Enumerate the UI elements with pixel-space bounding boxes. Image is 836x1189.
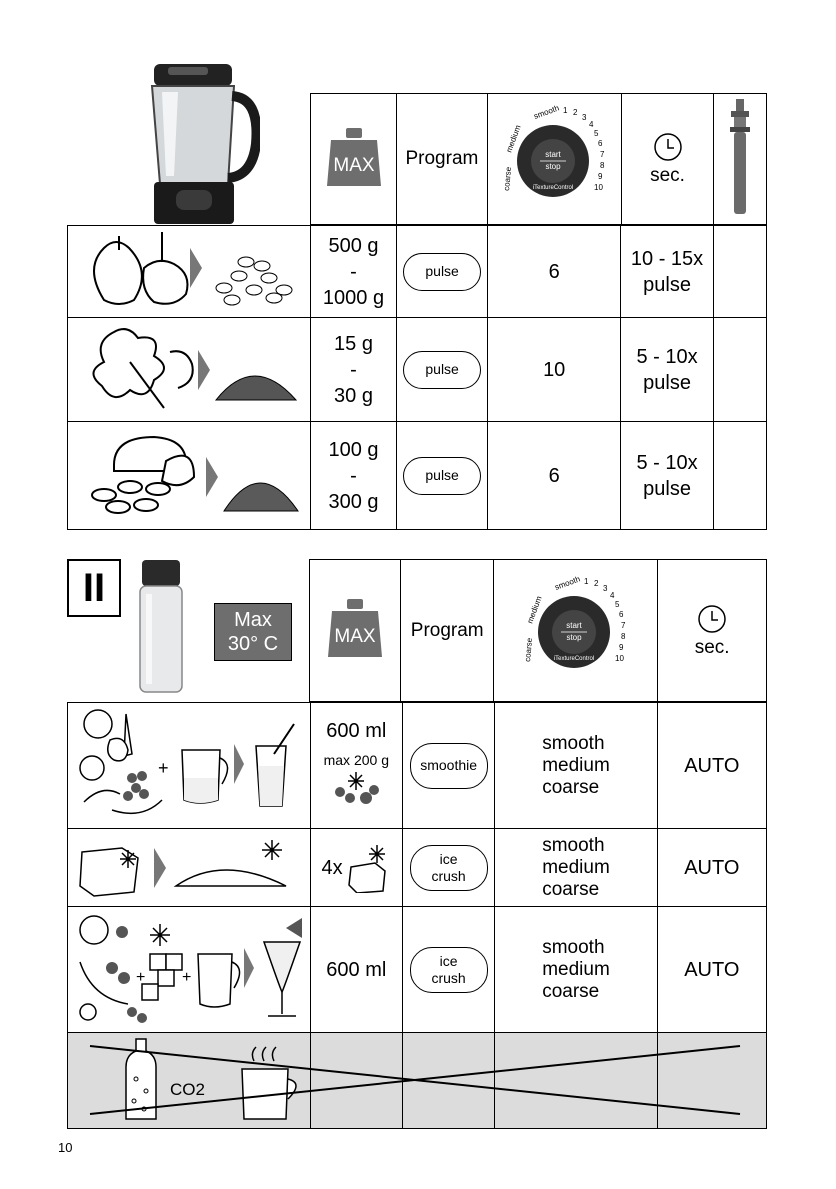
svg-text:10: 10 <box>593 182 603 192</box>
section2-header <box>309 559 767 702</box>
svg-text:iTextureControl: iTextureControl <box>553 656 594 662</box>
time-value: 10 - 15x <box>630 247 704 270</box>
table-row: 15 g - 30 g pulse 10 5 - 10x pulse <box>68 318 767 422</box>
texture-control-dial <box>493 95 617 219</box>
texture-control-dial <box>514 566 638 690</box>
max-temperature-label: Max 30° C <box>214 603 292 661</box>
svg-text:+: + <box>181 969 192 986</box>
quantity: 100 g <box>328 438 379 461</box>
svg-text:coarse: coarse <box>501 165 513 191</box>
svg-text:stop: stop <box>566 633 582 642</box>
section1-header <box>310 93 767 225</box>
svg-text:1: 1 <box>562 105 567 115</box>
time-value: 5 - 10x <box>636 451 698 474</box>
svg-text:6: 6 <box>597 138 602 148</box>
svg-text:smooth: smooth <box>532 102 560 121</box>
max-label: MAX <box>332 154 375 176</box>
svg-text:start: start <box>565 621 582 630</box>
ice-cube-icon <box>347 843 391 893</box>
ice-crush-program-icon: ice crush <box>410 947 488 993</box>
svg-text:8: 8 <box>599 160 604 170</box>
svg-text:smooth: smooth <box>553 574 581 592</box>
svg-text:+: + <box>135 969 146 986</box>
smoothie-bottle-image <box>136 560 186 696</box>
tamper-icon <box>725 97 755 217</box>
frozen-drink-image <box>72 908 306 1026</box>
table-row: 100 g - 300 g pulse 6 5 - 10x pulse <box>68 422 767 530</box>
svg-text:2: 2 <box>572 107 577 117</box>
time-value: 5 - 10x <box>636 345 698 368</box>
svg-text:MAX: MAX <box>334 626 376 647</box>
clock-icon <box>696 603 728 635</box>
svg-text:medium: medium <box>525 594 544 625</box>
svg-text:5: 5 <box>593 128 598 138</box>
svg-text:start: start <box>544 149 561 159</box>
time-value: AUTO <box>684 856 740 879</box>
ice-crush-image <box>72 830 306 900</box>
svg-text:coarse: coarse <box>522 637 534 663</box>
pulse-program-icon: pulse <box>403 351 481 389</box>
table-row <box>68 829 767 907</box>
svg-text:4: 4 <box>609 591 615 600</box>
svg-text:1: 1 <box>583 577 589 586</box>
texture-settings: smooth medium coarse <box>542 936 610 1002</box>
program-header: Program <box>410 619 484 641</box>
speed-setting: 6 <box>548 464 560 487</box>
max-weight-icon <box>326 597 384 659</box>
time-value: AUTO <box>684 958 740 981</box>
onion-chop-image <box>74 228 304 310</box>
svg-text:7: 7 <box>599 149 604 159</box>
clock-icon <box>652 131 684 163</box>
texture-settings: smooth medium coarse <box>542 732 610 798</box>
sec-header: sec. <box>650 165 685 186</box>
speed-setting: 6 <box>548 260 560 283</box>
pulse-program-icon: pulse <box>403 253 481 291</box>
svg-text:2: 2 <box>593 579 599 588</box>
texture-settings: smooth medium coarse <box>542 834 610 900</box>
table-row: 500 g - 1000 g pulse 6 10 - 15x pulse <box>68 226 767 318</box>
quantity: 500 g <box>328 234 379 257</box>
time-value: AUTO <box>684 754 740 777</box>
svg-text:7: 7 <box>620 621 626 630</box>
quantity: 15 g <box>334 332 373 355</box>
quantity: 600 ml <box>326 720 387 742</box>
bread-chop-image <box>74 425 304 521</box>
svg-text:10: 10 <box>614 654 624 663</box>
table-row <box>68 703 767 829</box>
svg-text:medium: medium <box>503 123 523 154</box>
blender-jug-image <box>138 64 260 224</box>
svg-text:9: 9 <box>597 171 602 181</box>
co2-label: CO2 <box>169 1080 205 1099</box>
table-row <box>68 907 767 1033</box>
smoothie-program-icon: smoothie <box>410 743 488 789</box>
program-header: Program <box>405 148 479 169</box>
sec-header: sec. <box>694 636 730 658</box>
smoothie-ingredients-image <box>72 704 306 822</box>
page-number: 10 <box>58 1140 73 1155</box>
svg-text:6: 6 <box>618 610 624 619</box>
svg-text:9: 9 <box>618 643 624 652</box>
quantity-note: max 200 g <box>323 752 389 768</box>
section-roman-numeral: II <box>67 559 121 617</box>
svg-text:8: 8 <box>620 632 626 641</box>
section1-table <box>67 225 767 530</box>
svg-text:5: 5 <box>614 600 620 609</box>
svg-text:4: 4 <box>588 119 593 129</box>
ice-crush-program-icon: ice crush <box>410 845 488 891</box>
svg-text:iTextureControl: iTextureControl <box>532 184 573 191</box>
quantity: 4x <box>321 856 343 879</box>
quantity: 600 ml <box>326 958 387 981</box>
svg-text:+: + <box>157 758 169 778</box>
svg-text:3: 3 <box>581 112 586 122</box>
forbidden-cross <box>80 1040 750 1120</box>
frozen-fruit-icon <box>326 768 386 808</box>
speed-setting: 10 <box>543 358 566 381</box>
pulse-program-icon: pulse <box>403 457 481 495</box>
svg-text:stop: stop <box>544 161 561 171</box>
herbs-chop-image <box>74 322 304 412</box>
svg-text:3: 3 <box>602 584 608 593</box>
max-weight-icon <box>325 126 383 188</box>
